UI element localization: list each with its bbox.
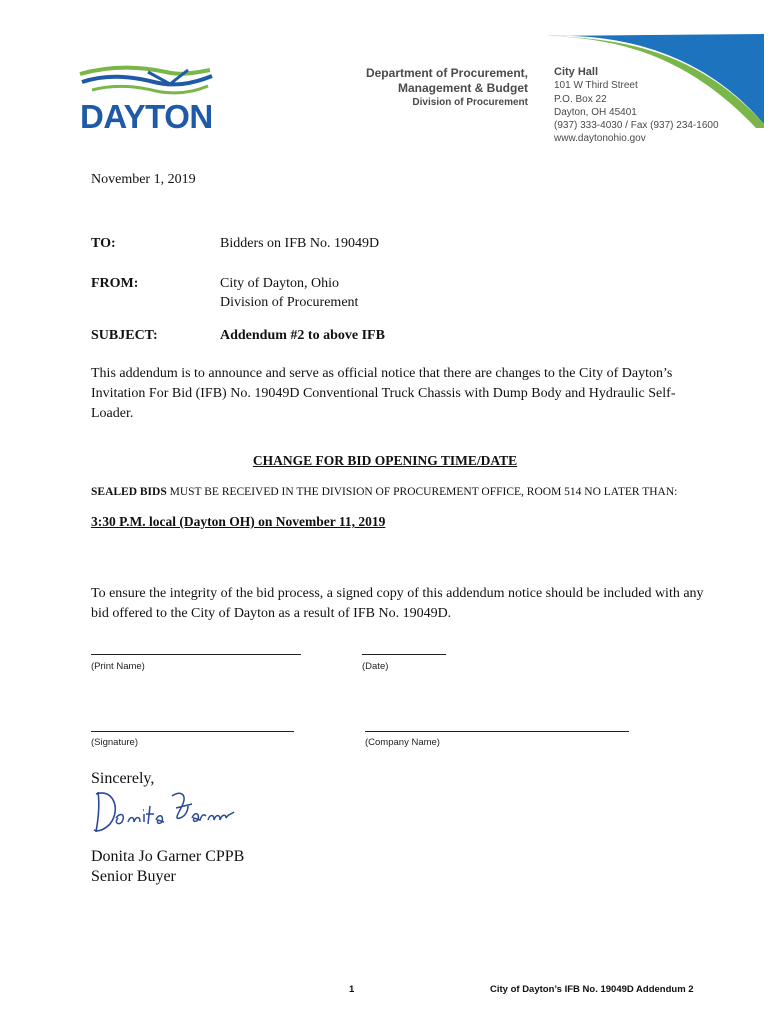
company-name-label: (Company Name): [365, 737, 440, 748]
department-line-1: Department of Procurement,: [365, 66, 528, 80]
sealed-bids-text: MUST BE RECEIVED IN THE DIVISION OF PROCUREMENT OFFICE, ROOM 514 NO LATER THAN:: [166, 486, 678, 498]
from-label: FROM:: [91, 276, 139, 291]
city-hall-address: [554, 66, 719, 146]
city-hall-city: Dayton, OH 45401: [554, 106, 637, 118]
department-line-3: Division of Procurement: [412, 97, 528, 108]
date-line[interactable]: [362, 654, 446, 655]
intro-paragraph: This addendum is to announce and serve as official notice that there are changes to the City of Dayton’s Invitation For Bid (IFB) No. 19049D Conventional Truck Chassis with Dump Body and Hydraulic Self-Loader.: [91, 366, 676, 421]
city-hall-website: www.daytonohio.gov: [554, 133, 646, 145]
from-value-2: Division of Procurement: [220, 295, 359, 310]
salutation: Sincerely,: [91, 770, 155, 787]
signer-title: Senior Buyer: [91, 868, 176, 885]
print-name-line[interactable]: [91, 654, 301, 655]
signer-name: Donita Jo Garner CPPB: [91, 848, 245, 865]
subject-label: SUBJECT:: [91, 328, 158, 343]
sealed-bids-notice: [91, 486, 711, 499]
company-name-line[interactable]: [365, 731, 629, 732]
integrity-paragraph: To ensure the integrity of the bid process, a signed copy of this addendum notice should be included with any bid offered to the City of Dayton as a result of IFB No. 19049D.: [91, 586, 704, 621]
handwritten-signature-icon: [88, 784, 238, 842]
date-label: (Date): [362, 661, 389, 672]
print-name-label: (Print Name): [91, 661, 145, 672]
city-hall-po-box: P.O. Box 22: [554, 93, 607, 105]
deadline-text: 3:30 P.M. local (Dayton OH) on November 11, 2019: [91, 514, 386, 529]
subject-value: Addendum #2 to above IFB: [220, 328, 385, 343]
signature-label: (Signature): [91, 737, 138, 748]
city-hall-phone: (937) 333-4030 / Fax (937) 234-1600: [554, 120, 719, 132]
to-label: TO:: [91, 236, 116, 251]
to-value: Bidders on IFB No. 19049D: [220, 236, 380, 251]
change-heading: CHANGE FOR BID OPENING TIME/DATE: [252, 453, 518, 468]
from-value-1: City of Dayton, Ohio: [220, 276, 339, 291]
letter-date: November 1, 2019: [91, 172, 196, 187]
sealed-bids-bold: SEALED BIDS: [91, 486, 167, 498]
signature-line[interactable]: [91, 731, 294, 732]
city-hall-title: City Hall: [554, 66, 599, 78]
dayton-logo-wordmark: DAYTON: [80, 98, 213, 135]
department-line-2: Management & Budget: [397, 81, 528, 95]
footer-reference: City of Dayton’s IFB No. 19049D Addendum 2: [490, 984, 694, 995]
page-number: 1: [349, 984, 355, 995]
dayton-logo-swoosh-icon: [78, 64, 218, 100]
department-block: [360, 66, 528, 110]
city-hall-street: 101 W Third Street: [554, 80, 638, 92]
